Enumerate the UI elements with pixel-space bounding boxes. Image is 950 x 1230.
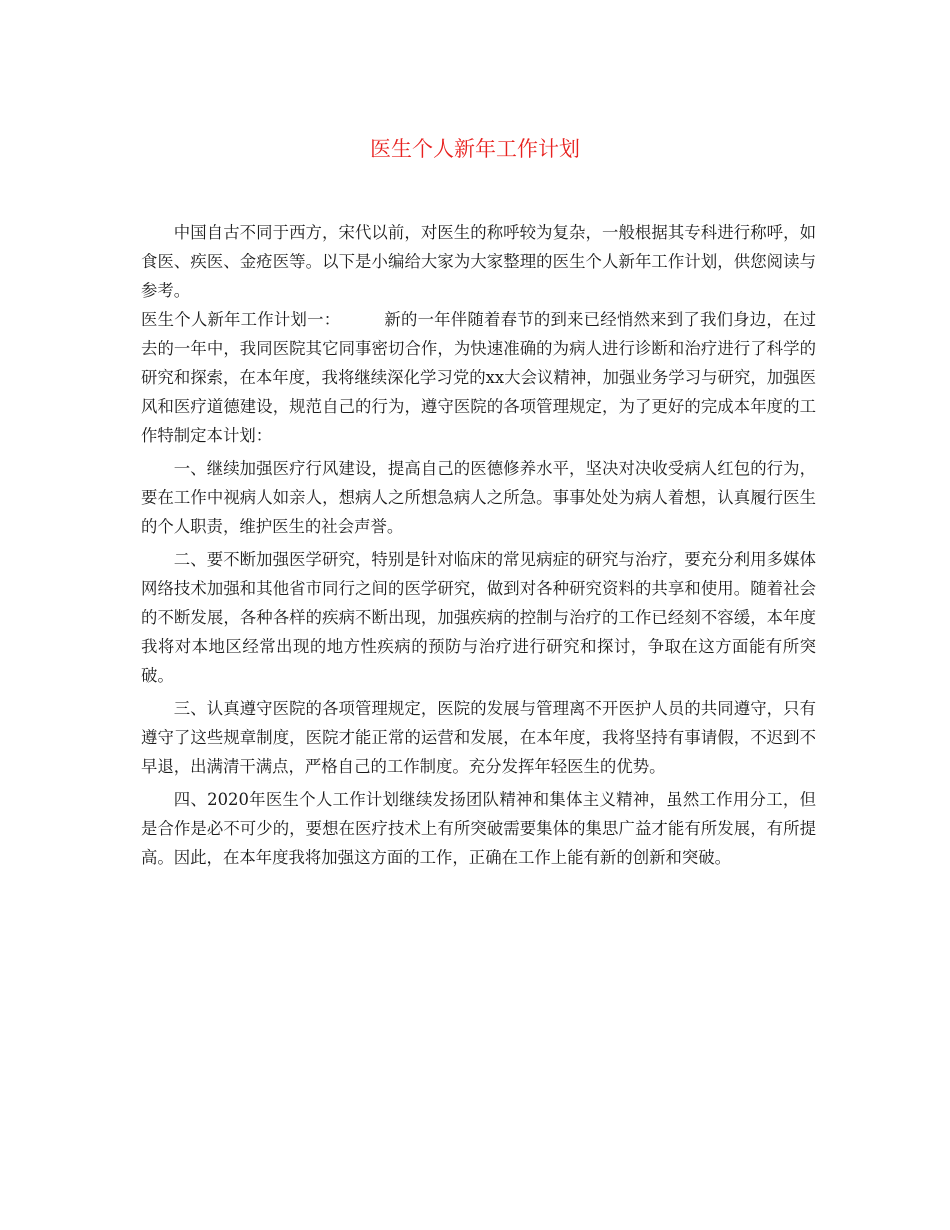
item-paragraph-4: 四、2020年医生个人工作计划继续发扬团队精神和集体主义精神，虽然工作用分工，但是合作是必不可少的，要想在医疗技术上有所突破需要集体的集思广益才能有所发展，有所提高。因此，在本年度我将加强这方面的工作，正确在工作上能有新的创新和突破。 [141, 790, 816, 867]
item-paragraph-2: 二、要不断加强医学研究，特别是针对临床的常见病症的研究与治疗，要充分利用多媒体网络技术加强和其他省市同行之间的医学研究，做到对各种研究资料的共享和使用。随着社会的不断发展，各种各样的疾病不断出现，加强疾病的控制与治疗的工作已经刻不容缓，本年度我将对本地区经常出现的地方性疾病的预防与治疗进行研究和探讨，争取在这方面能有所突破。 [141, 550, 816, 685]
plan-one-text: 新的一年伴随着春节的到来已经悄然来到了我们身边，在过去的一年中，我同医院其它同事密切合作，为快速准确的为病人进行诊断和治疗进行了科学的研究和探索，在本年度，我将继续深化学习党的xx大会议精神，加强业务学习与研究，加强医风和医疗道德建设，规范自己的行为，遵守医院的各项管理规定，为了更好的完成本年度的工作特制定本计划： [141, 310, 817, 445]
document-title: 医生个人新年工作计划 [370, 137, 580, 161]
intro-paragraph: 中国自古不同于西方，宋代以前，对医生的称呼较为复杂，一般根据其专科进行称呼，如食医、疾医、金疮医等。以下是小编给大家为大家整理的医生个人新年工作计划，供您阅读与参考。 [141, 223, 816, 300]
item-paragraph-3: 三、认真遵守医院的各项管理规定，医院的发展与管理离不开医护人员的共同遵守，只有遵守了这些规章制度，医院才能正常的运营和发展，在本年度，我将坚持有事请假，不迟到不早退，出满清干满点，严格自己的工作制度。充分发挥年轻医生的优势。 [141, 699, 816, 776]
document-body [141, 218, 816, 872]
plan-one-paragraph [141, 305, 816, 450]
item-paragraph-1: 一、继续加强医疗行风建设，提高自己的医德修养水平，坚决对决收受病人红包的行为，要在工作中视病人如亲人，想病人之所想急病人之所急。事事处处为病人着想，认真履行医生的个人职责，维护医生的社会声誉。 [141, 459, 816, 536]
plan-one-label: 医生个人新年工作计划一： [141, 310, 341, 329]
